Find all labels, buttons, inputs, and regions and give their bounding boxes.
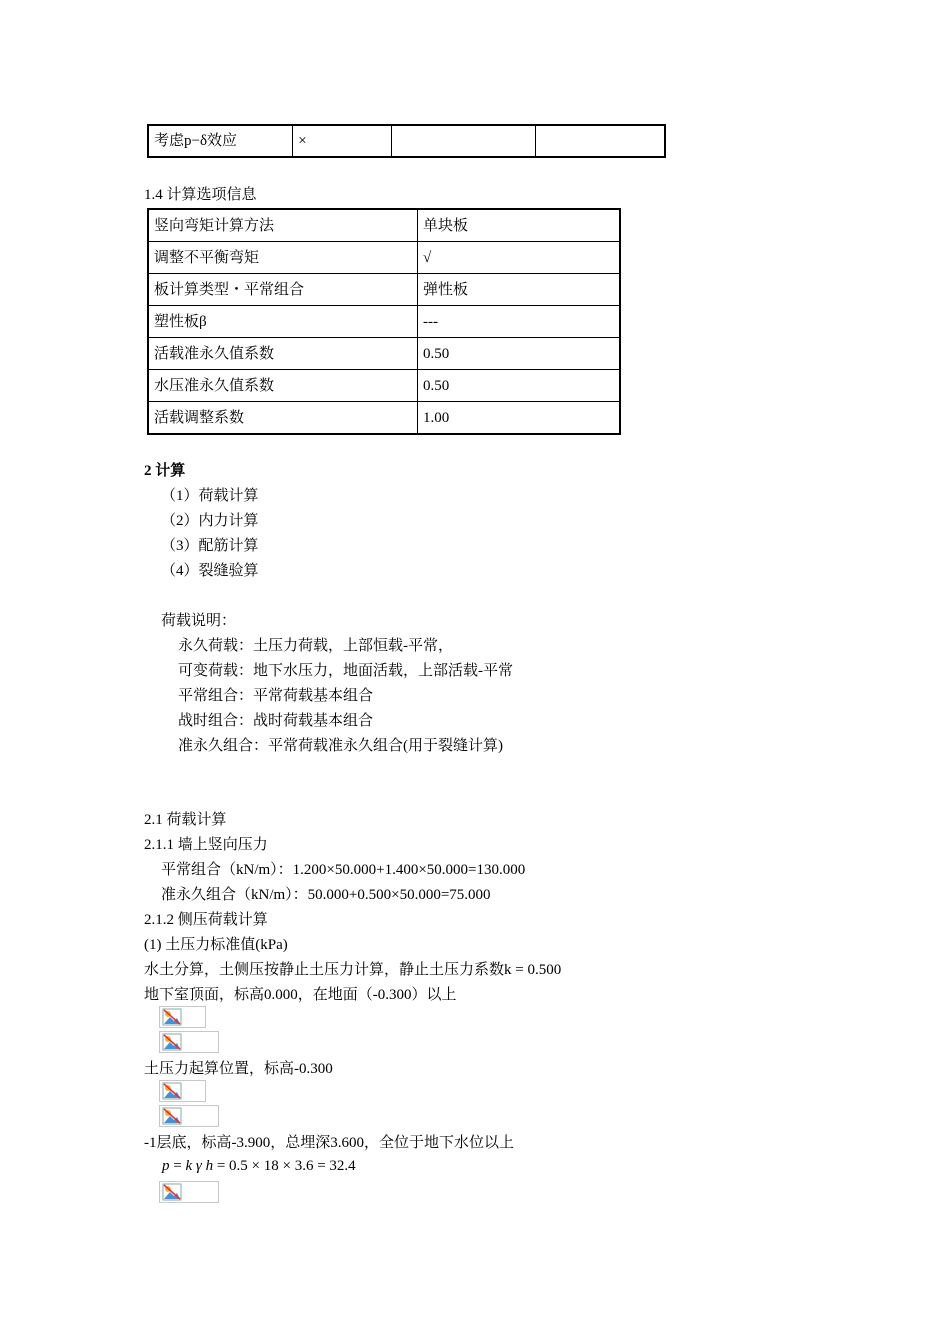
soil-pressure-title: (1) 土压力标准值(kPa): [144, 937, 288, 953]
formula-equals: =: [173, 1158, 182, 1174]
section-heading-1-4: 1.4 计算选项信息: [144, 187, 257, 203]
table-cell: 竖向弯矩计算方法: [148, 209, 418, 242]
table-cell: 弹性板: [418, 274, 621, 306]
table-cell: 活载调整系数: [148, 402, 418, 435]
table-cell: 单块板: [418, 209, 621, 242]
broken-image-icon: [159, 1080, 206, 1102]
level-top-line: 地下室顶面，标高0.000，在地面（-0.300）以上: [144, 987, 457, 1003]
table-row: [148, 370, 620, 402]
load-note: 战时组合：战时荷载基本组合: [178, 713, 374, 729]
table-row: [148, 402, 620, 435]
table-row: [148, 125, 665, 157]
calc-step: （3）配筋计算: [161, 538, 259, 554]
table-cell: ---: [418, 306, 621, 338]
section-heading-2-1: 2.1 荷载计算: [144, 812, 227, 828]
vertical-load-line: 准永久组合（kN/m）：50.000+0.500×50.000=75.000: [161, 887, 491, 903]
table-cell: 活载准永久值系数: [148, 338, 418, 370]
table-cell: [535, 125, 665, 157]
load-note-title: 荷载说明：: [161, 613, 237, 629]
table-cell: √: [418, 242, 621, 274]
section-heading-2-1-1: 2.1.1 墙上竖向压力: [144, 837, 268, 853]
soil-pressure-formula: [162, 1156, 356, 1176]
formula-equals: =: [216, 1158, 226, 1174]
load-note: 平常组合：平常荷载基本组合: [178, 688, 374, 704]
table-row: [148, 209, 620, 242]
formula-rhs: 0.5 × 18 × 3.6 = 32.4: [229, 1158, 356, 1174]
table-cell: 塑性板β: [148, 306, 418, 338]
broken-image-icon: [159, 1105, 219, 1127]
broken-image-icon: [159, 1181, 219, 1203]
formula-k: k: [185, 1158, 193, 1174]
table-row: [148, 338, 620, 370]
load-note: 可变荷载：地下水压力，地面活载，上部活载-平常: [178, 663, 513, 679]
table-cell: 板计算类型・平常组合: [148, 274, 418, 306]
load-note: 永久荷载：土压力荷载，上部恒载-平常，: [178, 638, 453, 654]
calc-options-table: [147, 208, 621, 435]
table-row: [148, 306, 620, 338]
table-row: [148, 242, 620, 274]
p-delta-table: [147, 124, 666, 158]
formula-h: h: [205, 1158, 214, 1174]
broken-image-icon: [159, 1006, 206, 1028]
section-heading-2: 2 计算: [144, 463, 186, 479]
table-cell: 水压准永久值系数: [148, 370, 418, 402]
vertical-load-line: 平常组合（kN/m）：1.200×50.000+1.400×50.000=130.000: [161, 862, 526, 878]
table-row: [148, 274, 620, 306]
formula-gamma: γ: [195, 1158, 202, 1174]
level-start-line: 土压力起算位置，标高-0.300: [144, 1061, 333, 1077]
table-cell: [392, 125, 535, 157]
calc-step: （2）内力计算: [161, 513, 259, 529]
table-cell: 调整不平衡弯矩: [148, 242, 418, 274]
table-cell: 0.50: [418, 338, 621, 370]
level-bottom-line: -1层底，标高-3.900，总埋深3.600，全位于地下水位以上: [144, 1135, 514, 1151]
formula-p: p: [162, 1158, 170, 1174]
section-heading-2-1-2: 2.1.2 侧压荷载计算: [144, 912, 268, 928]
table-cell: 1.00: [418, 402, 621, 435]
calc-step: （4）裂缝验算: [161, 563, 259, 579]
table-cell: 0.50: [418, 370, 621, 402]
table-cell: 考虑p−δ效应: [148, 125, 293, 157]
load-note: 准永久组合：平常荷载准永久组合(用于裂缝计算): [178, 738, 503, 754]
broken-image-icon: [159, 1031, 219, 1053]
soil-pressure-desc: 水土分算，土侧压按静止土压力计算，静止土压力系数k = 0.500: [144, 962, 562, 978]
calc-step: （1）荷载计算: [161, 488, 259, 504]
table-cell: ×: [293, 125, 392, 157]
